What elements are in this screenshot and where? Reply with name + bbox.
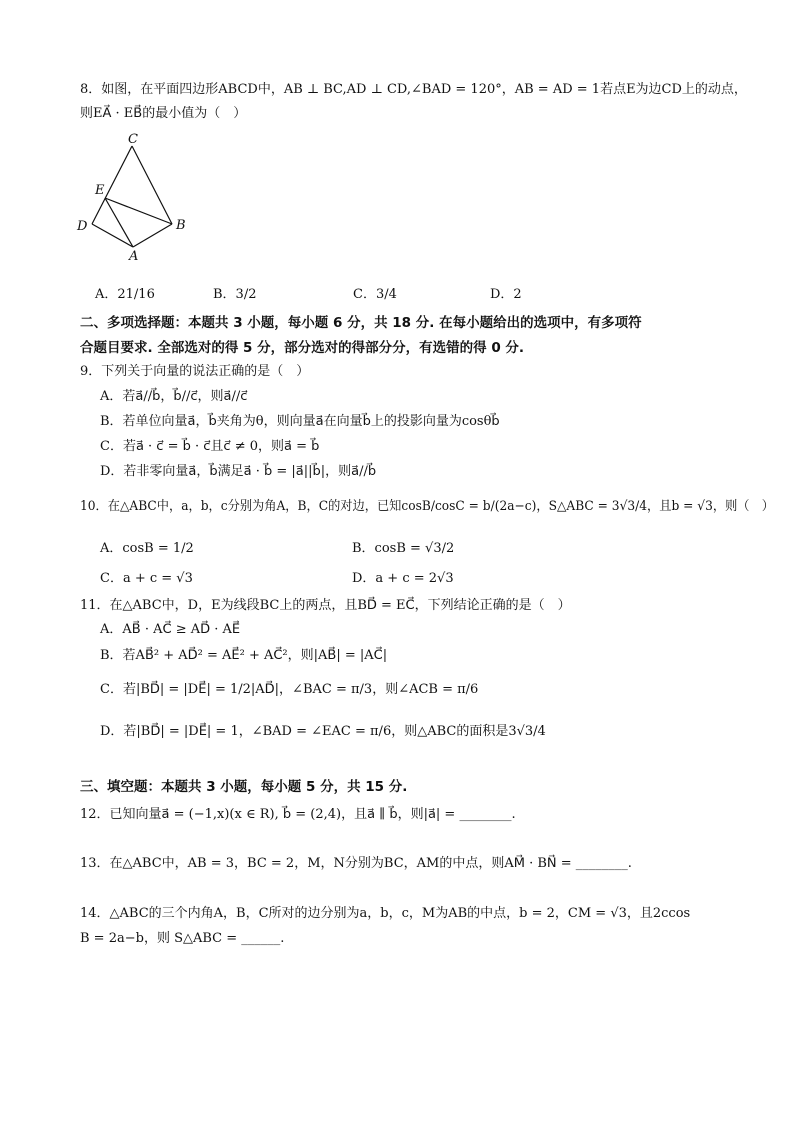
q9-option-a: A．若a⃗//b⃗，b⃗//c⃗，则a⃗//c⃗: [100, 389, 248, 404]
q8-option-c: C．3/4: [353, 287, 397, 302]
q8-stem-line1: 8．如图，在平面四边形ABCD中，AB ⊥ BC,AD ⊥ CD,∠BAD = 120°，AB = AD = 1若点E为边CD上的动点，: [80, 82, 747, 97]
section2-heading-line1: 二、多项选择题：本题共 3 小题，每小题 6 分，共 18 分. 在每小题给出的选项中，有多项符: [80, 315, 642, 331]
vertex-e-label: E: [95, 183, 105, 198]
q10-stem: 10．在△ABC中，a，b，c分别为角A，B，C的对边，已知cosB/cosC = b/(2a−c)，S△ABC = 3√3/4，且b = √3，则（ ）: [80, 499, 774, 514]
q8-option-a: A．21/16: [95, 287, 155, 302]
q9-stem: 9．下列关于向量的说法正确的是（ ）: [80, 364, 310, 379]
q9-option-b: B．若单位向量a⃗，b⃗夹角为θ，则向量a⃗在向量b⃗上的投影向量为cosθb⃗: [100, 414, 500, 429]
q11-option-a: A．AB⃗ · AC⃗ ≥ AD⃗ · AE⃗: [100, 622, 241, 637]
q10-option-c: C．a + c = √3: [100, 571, 193, 586]
quadrilateral-figure: [74, 130, 194, 262]
q11-stem: 11．在△ABC中，D，E为线段BC上的两点，且BD⃗ = EC⃗，下列结论正确的是（ ）: [80, 598, 571, 613]
vertex-b-label: B: [176, 218, 186, 233]
q8-stem-line2: 则EA⃗ · EB⃗的最小值为（ ）: [80, 106, 247, 121]
q10-option-a: A．cosB = 1/2: [100, 541, 194, 556]
q13-text: 13．在△ABC中，AB = 3，BC = 2，M，N分别为BC，AM的中点，则AM⃗ · BN⃗ = ________.: [80, 856, 632, 871]
q12-text: 12．已知向量a⃗ = (−1,x)(x ∈ R), b⃗ = (2,4)，且a⃗ ∥ b⃗，则|a⃗| = ________.: [80, 807, 516, 822]
vertex-a-label: A: [129, 249, 139, 262]
vertex-c-label: C: [128, 132, 138, 147]
q11-option-b: B．若AB⃗² + AD⃗² = AE⃗² + AC⃗²，则|AB⃗| = |AC⃗|: [100, 648, 388, 663]
q10-option-b: B．cosB = √3/2: [352, 541, 455, 556]
q8-option-d: D．2: [490, 287, 522, 302]
section3-heading: 三、填空题：本题共 3 小题，每小题 5 分，共 15 分.: [80, 779, 408, 795]
q14-line2: B = 2a−b，则 S△ABC = ______.: [80, 931, 285, 946]
section2-heading-line2: 合题目要求. 全部选对的得 5 分，部分选对的得部分分，有选错的得 0 分.: [80, 340, 525, 356]
q11-option-d: D．若|BD⃗| = |DE⃗| = 1，∠BAD = ∠EAC = π/6，则△ABC的面积是3√3/4: [100, 724, 546, 739]
q11-option-c: C．若|BD⃗| = |DE⃗| = 1/2|AD⃗|，∠BAC = π/3，则∠ACB = π/6: [100, 682, 479, 697]
vertex-d-label: D: [77, 219, 88, 234]
q14-line1: 14．△ABC的三个内角A，B，C所对的边分别为a，b，c，M为AB的中点，b = 2，CM = √3，且2ccos: [80, 906, 691, 921]
q9-option-d: D．若非零向量a⃗，b⃗满足a⃗ · b⃗ = |a⃗||b⃗|，则a⃗//b⃗: [100, 464, 377, 479]
q9-option-c: C．若a⃗ · c⃗ = b⃗ · c⃗且c⃗ ≠ 0，则a⃗ = b⃗: [100, 439, 320, 454]
q10-option-d: D．a + c = 2√3: [352, 571, 454, 586]
q8-option-b: B．3/2: [213, 287, 257, 302]
